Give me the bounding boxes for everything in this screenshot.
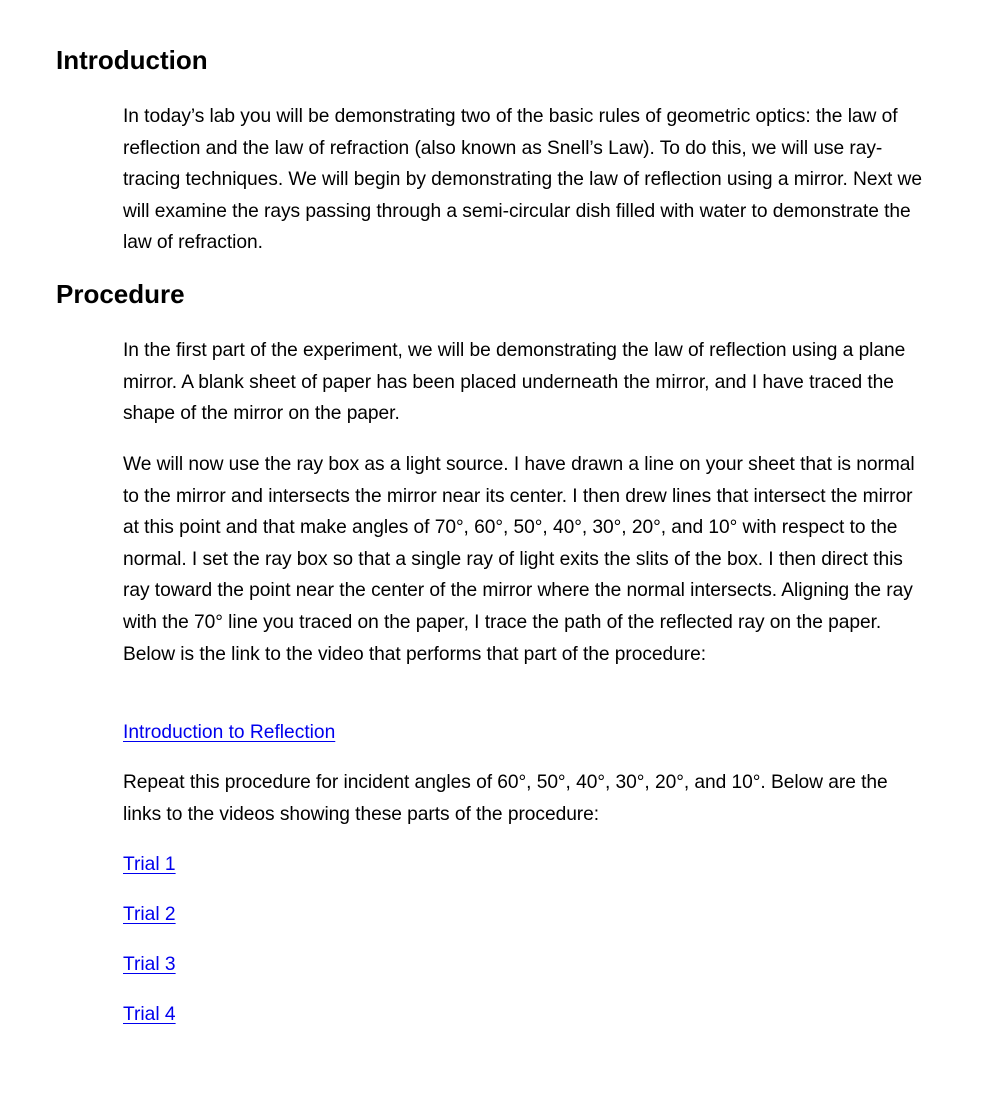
trial-2-link[interactable]: Trial 2 bbox=[123, 904, 176, 925]
trial-4-link[interactable]: Trial 4 bbox=[123, 1004, 176, 1025]
repeat-procedure-paragraph: Repeat this procedure for incident angles of 60°, 50°, 40°, 30°, 20°, and 10°. Below are the links to the videos showing these parts of the procedure: bbox=[123, 772, 888, 825]
introduction-paragraph: In today’s lab you will be demonstrating two of the basic rules of geometric optics: the law of reflection and the law of refraction (also known as Snell’s Law). To do this, we will use ray-tracing techniques. We will begin by demonstrating the law of reflection using a mirror. Next we will examine the rays passing through a semi-circular dish filled with water to demonstrate the law of refraction. bbox=[123, 106, 922, 254]
trial-1-link[interactable]: Trial 1 bbox=[123, 854, 176, 875]
introduction-heading: Introduction bbox=[56, 45, 208, 75]
introduction-to-reflection-link[interactable]: Introduction to Reflection bbox=[123, 722, 336, 743]
procedure-heading: Procedure bbox=[56, 279, 185, 309]
trial-3-link[interactable]: Trial 3 bbox=[123, 954, 176, 975]
procedure-paragraph-2: We will now use the ray box as a light source. I have drawn a line on your sheet that is normal to the mirror and intersects the mirror near its center. I then drew lines that intersect the mirror at this point and that make angles of 70°, 60°, 50°, 40°, 30°, 20°, and 10° with respect to the normal. I set the ray box so that a single ray of light exits the slits of the box. I then direct this ray toward the point near the center of the mirror where the normal intersects. Aligning the ray with the 70° line you traced on the paper, I trace the path of the reflected ray on the paper. Below is the link to the video that performs that part of the procedure: bbox=[123, 454, 915, 665]
procedure-paragraph-1: In the first part of the experiment, we will be demonstrating the law of reflection using a plane mirror. A blank sheet of paper has been placed underneath the mirror, and I have traced the shape of the mirror on the paper. bbox=[123, 340, 906, 425]
